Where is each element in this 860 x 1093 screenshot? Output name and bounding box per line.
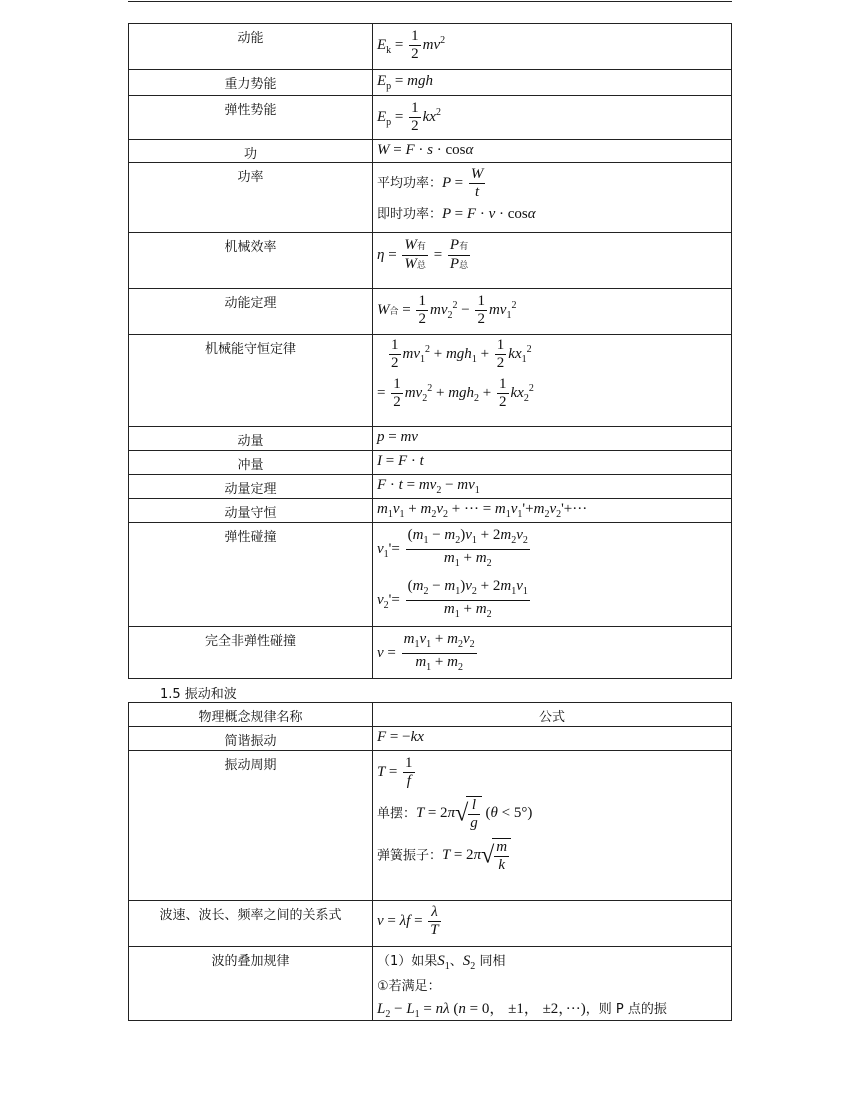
table-row	[129, 627, 732, 679]
formula-cell: I = F · t	[373, 451, 732, 475]
concept-name: 机械效率	[129, 233, 373, 289]
concept-name: 重力势能	[129, 70, 373, 96]
formula-cell: $E_k$ = $\frac{1}{2}$ $mv^2$	[373, 24, 732, 70]
table-row	[129, 233, 732, 289]
formula-cell: $E_p$ = $\frac{1}{2}$ $kx^2$	[373, 96, 732, 140]
concept-name: 功率	[129, 163, 373, 233]
table-row	[129, 751, 732, 901]
concept-name: 弹性势能	[129, 96, 373, 140]
table-row	[129, 727, 732, 751]
formula-cell: W = F · s · cosα	[373, 140, 732, 163]
table-row	[129, 335, 732, 427]
table-row	[129, 947, 732, 1021]
formula-cell: （1）如果$S_1$、$S_2$ 同相 ①若满足： $L_2 - L_1 = n\lambda$ (n = 0， ±1， ±2，···)，则 P 点的振	[373, 947, 732, 1021]
formula-cell: $v_1'=$ $\frac{(m_1 - m_2)v_1 + 2m_2v_2}{m_1 + m_2}$ $v_2'=$ $\frac{(m_2 - m_1)v_2 + 2m_1v_1}{m_1 + m_2}$	[373, 523, 732, 627]
concept-name: 波的叠加规律	[129, 947, 373, 1021]
formula-cell: $m_1v_1 + m_2v_2$ + ··· = $m_1v_1'+m_2v_2'+\cdot\cdot\cdot$	[373, 499, 732, 523]
header-name: 物理概念规律名称	[129, 703, 373, 727]
concept-name: 功	[129, 140, 373, 163]
formula-cell: $\frac{1}{2}$ $mv_1^2 + mgh_1$ + $\frac{1}{2}$ $kx_1^2$ = $\frac{1}{2}$ $mv_2^2 + mgh_2$ + $\frac{1}{2}$ $kx_2^2$	[373, 335, 732, 427]
concept-name: 动量定理	[129, 475, 373, 499]
table-row	[129, 523, 732, 627]
concept-name: 冲量	[129, 451, 373, 475]
table-row	[129, 140, 732, 163]
table-row	[129, 70, 732, 96]
formula-cell: v = $\frac{m_1v_1 + m_2v_2}{m_1 + m_2}$	[373, 627, 732, 679]
formula-cell: 平均功率：P = $\frac{W}{t}$ 即时功率：P = F · v · cosα	[373, 163, 732, 233]
formula-cell: η = $\frac{\text{W有}}{\text{W总}}$ = $\frac{\text{P有}}{\text{P总}}$	[373, 233, 732, 289]
formula-cell: T = $\frac{1}{f}$ 单摆：T = 2π√ $\frac{l}{g}$ (θ < 5°) 弹簧振子：T = 2π√ $\frac{m}{k}$	[373, 751, 732, 901]
table-row	[129, 289, 732, 335]
table-row	[129, 451, 732, 475]
inst-power-label: 即时功率：	[377, 207, 443, 222]
spring-label: 弹簧振子：	[377, 848, 443, 864]
table-row	[129, 24, 732, 70]
pendulum-label: 单摆：	[377, 806, 417, 822]
table-row	[129, 427, 732, 451]
formula-cell: v = λf = $\frac{\lambda}{T}$	[373, 901, 732, 947]
formula-cell: F = −kx	[373, 727, 732, 751]
concept-name: 机械能守恒定律	[129, 335, 373, 427]
table-header-row	[129, 703, 732, 727]
formula-cell: p = mv	[373, 427, 732, 451]
formula-cell: $E_p$ = mgh	[373, 70, 732, 96]
avg-power-label: 平均功率：	[377, 175, 443, 191]
table-row	[129, 163, 732, 233]
concept-name: 动量	[129, 427, 373, 451]
formula-table-waves	[128, 702, 732, 1021]
table-row	[129, 499, 732, 523]
formula-cell: $F \cdot t = mv_2 - mv_1$	[373, 475, 732, 499]
section-title: 1.5 振动和波	[160, 687, 237, 702]
table-row	[129, 96, 732, 140]
concept-name: 振动周期	[129, 751, 373, 901]
formula-cell: W合 = $\frac{1}{2}$ $mv_2^2$ − $\frac{1}{2}$ $mv_1^2$	[373, 289, 732, 335]
table-row	[129, 475, 732, 499]
table-row	[129, 901, 732, 947]
concept-name: 简谐振动	[129, 727, 373, 751]
concept-name: 动能	[129, 24, 373, 70]
formula-table-mechanics	[128, 23, 732, 679]
concept-name: 动能定理	[129, 289, 373, 335]
page-header-rule	[128, 1, 732, 2]
concept-name: 波速、波长、频率之间的关系式	[129, 901, 373, 947]
header-formula: 公式	[373, 703, 732, 727]
concept-name: 动量守恒	[129, 499, 373, 523]
concept-name: 完全非弹性碰撞	[129, 627, 373, 679]
concept-name: 弹性碰撞	[129, 523, 373, 627]
